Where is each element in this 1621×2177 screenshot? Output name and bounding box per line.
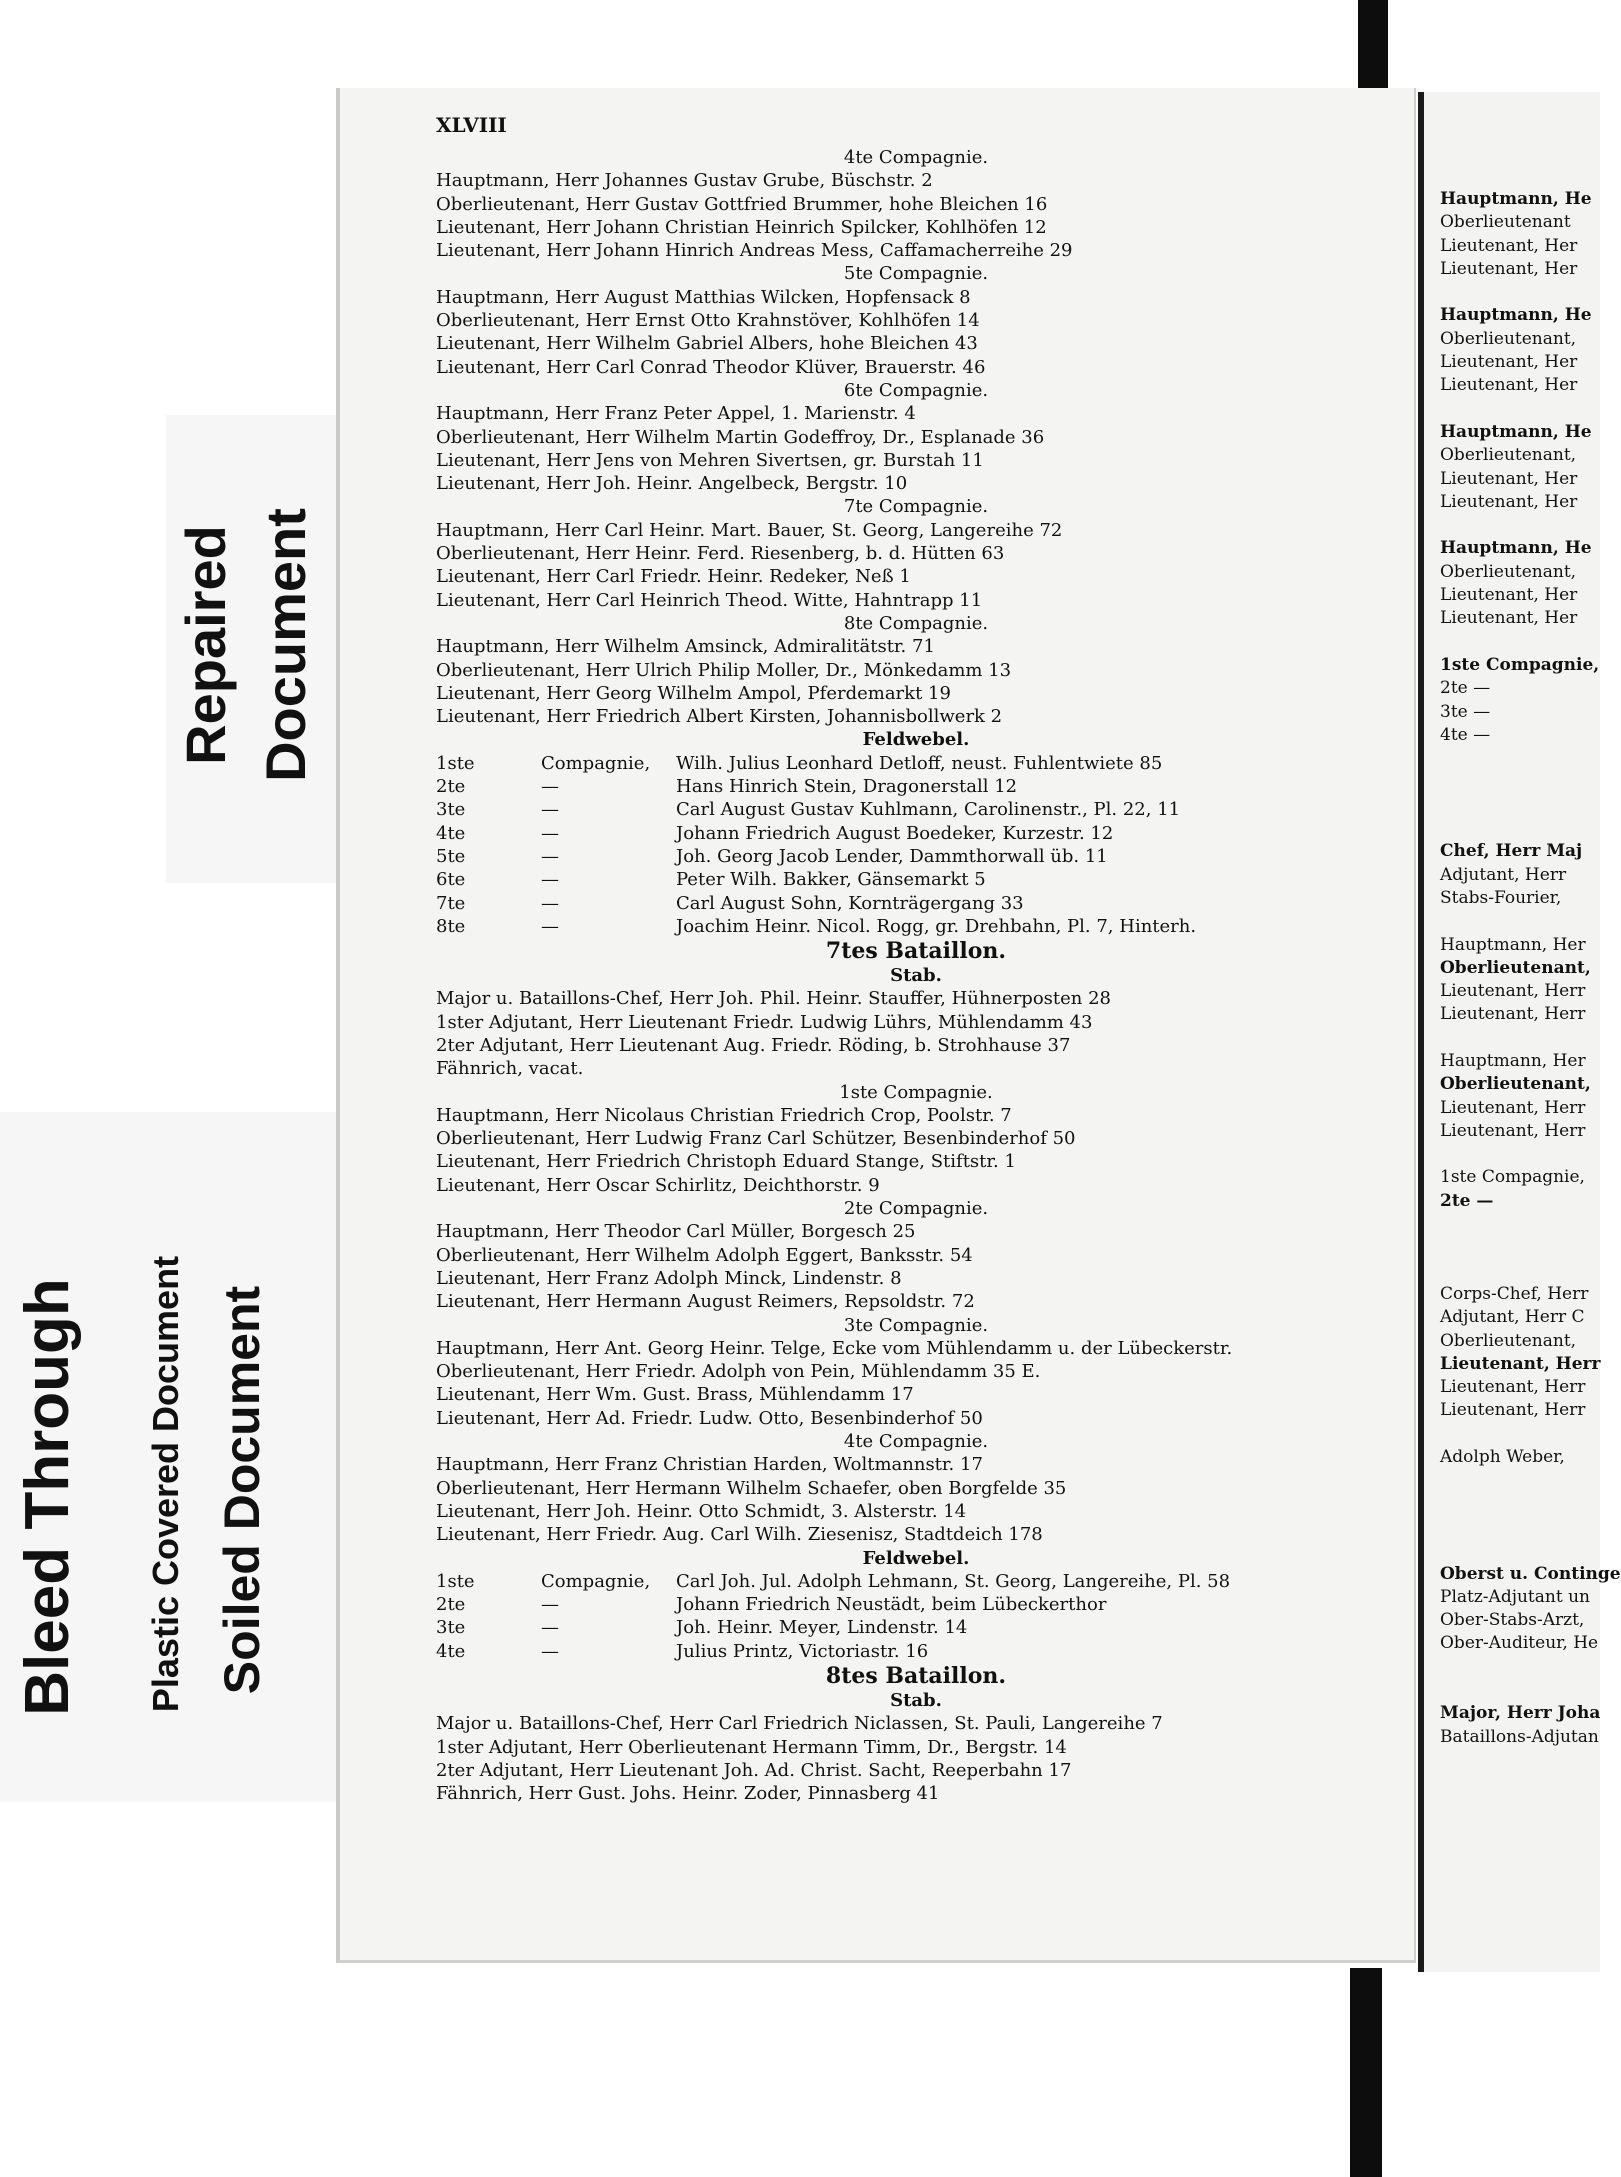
entry-line: Lieutenant, Herr Friedr. Aug. Carl Wilh. Ziesenisz, Stadtdeich 178 bbox=[436, 1524, 1043, 1546]
entry-line: 1ster Adjutant, Herr Lieutenant Friedr. Ludwig Lührs, Mühlendamm 43 bbox=[436, 1011, 1093, 1033]
company-heading: 6te Compagnie. bbox=[843, 379, 989, 401]
entry-line: Fähnrich, Herr Gust. Johs. Heinr. Zoder, Pinnasberg 41 bbox=[436, 1783, 940, 1805]
feldwebel-c3: Joh. Georg Jacob Lender, Dammthorwall üb. 11 bbox=[676, 845, 1108, 867]
adjacent-entry-line: Oberst u. Continge bbox=[1440, 1563, 1621, 1584]
adjacent-entry-line: Lieutenant, Herr bbox=[1440, 981, 1586, 1002]
entry-line: Oberlieutenant, Herr Ulrich Philip Moller, Dr., Mönkedamm 13 bbox=[436, 659, 1012, 681]
entry-line: Lieutenant, Herr Hermann August Reimers, Repsoldstr. 72 bbox=[436, 1291, 975, 1313]
feldwebel-c1: 2te bbox=[436, 776, 466, 798]
adjacent-entry-line: Lieutenant, Herr bbox=[1440, 1097, 1586, 1118]
entry-line: Hauptmann, Herr Nicolaus Christian Friedrich Crop, Poolstr. 7 bbox=[436, 1104, 1012, 1126]
company-heading: 2te Compagnie. bbox=[843, 1198, 989, 1220]
adjacent-entry-line: Lieutenant, Herr bbox=[1440, 1120, 1586, 1141]
feldwebel-c1: 4te bbox=[436, 1640, 466, 1662]
entry-line: Hauptmann, Herr Ant. Georg Heinr. Telge, Ecke vom Mühlendamm u. der Lübeckerstr. bbox=[436, 1337, 1233, 1359]
entry-line: Lieutenant, Herr Wm. Gust. Brass, Mühlendamm 17 bbox=[436, 1384, 914, 1406]
feldwebel-c3: Carl August Gustav Kuhlmann, Carolinenstr., Pl. 22, 11 bbox=[676, 799, 1181, 821]
section-heading: Feldwebel. bbox=[862, 729, 970, 751]
feldwebel-c3: Johann Friedrich Neustädt, beim Lübeckerthor bbox=[676, 1594, 1107, 1616]
page-number: XLVIII bbox=[436, 113, 507, 137]
feldwebel-c1: 3te bbox=[436, 1617, 466, 1639]
plastic-covered-label: Plastic Covered Document bbox=[145, 1255, 186, 1713]
adjacent-entry-line: 1ste Compagnie, bbox=[1440, 654, 1600, 675]
feldwebel-c2: — bbox=[541, 915, 559, 937]
feldwebel-c3: Joh. Heinr. Meyer, Lindenstr. 14 bbox=[676, 1617, 968, 1639]
entry-line: Lieutenant, Herr Ad. Friedr. Ludw. Otto, Besenbinderhof 50 bbox=[436, 1407, 983, 1429]
feldwebel-row bbox=[436, 915, 1396, 938]
company-heading: 7te Compagnie. bbox=[843, 496, 989, 518]
adjacent-entry-line: Hauptmann, He bbox=[1440, 305, 1592, 326]
company-heading: 5te Compagnie. bbox=[843, 263, 989, 285]
company-heading: 1ste Compagnie. bbox=[839, 1081, 993, 1103]
entry-line: Oberlieutenant, Herr Wilhelm Adolph Eggert, Banksstr. 54 bbox=[436, 1244, 973, 1266]
adjacent-entry-line: Oberlieutenant, bbox=[1440, 561, 1577, 582]
scan-edge-bottom-right bbox=[1350, 1968, 1382, 2177]
condition-labels bbox=[0, 1112, 336, 1802]
feldwebel-c2: — bbox=[541, 799, 559, 821]
feldwebel-c1: 5te bbox=[436, 845, 466, 867]
feldwebel-row bbox=[436, 845, 1396, 868]
entry-line: Oberlieutenant, Herr Heinr. Ferd. Riesenberg, b. d. Hütten 63 bbox=[436, 543, 1005, 565]
adjacent-entry-line: 2te — bbox=[1440, 1190, 1494, 1211]
entry-line: 2ter Adjutant, Herr Lieutenant Aug. Friedr. Röding, b. Strohhause 37 bbox=[436, 1034, 1071, 1056]
adjacent-entry-line: Hauptmann, Her bbox=[1440, 1050, 1586, 1071]
bleed-through-label: Bleed Through bbox=[13, 1278, 82, 1716]
battalion-heading: 8tes Bataillon. bbox=[825, 1663, 1007, 1689]
page-content bbox=[436, 114, 1396, 1805]
feldwebel-c3: Peter Wilh. Bakker, Gänsemarkt 5 bbox=[676, 869, 986, 891]
adjacent-entry-line: Lieutenant, Her bbox=[1440, 585, 1578, 606]
adjacent-entry-line: Lieutenant, Her bbox=[1440, 375, 1578, 396]
adjacent-entry-line: Adjutant, Herr C bbox=[1440, 1307, 1585, 1328]
repaired-document-label bbox=[166, 415, 336, 883]
adjacent-entry-line: Ober-Stabs-Arzt, bbox=[1440, 1610, 1585, 1631]
feldwebel-c3: Julius Printz, Victoriastr. 16 bbox=[676, 1640, 929, 1662]
entry-line: Lieutenant, Herr Joh. Heinr. Otto Schmidt, 3. Alsterstr. 14 bbox=[436, 1500, 967, 1522]
feldwebel-c2: — bbox=[541, 1640, 559, 1662]
entry-line: Hauptmann, Herr Carl Heinr. Mart. Bauer, St. Georg, Langereihe 72 bbox=[436, 519, 1063, 541]
entry-line: Oberlieutenant, Herr Friedr. Adolph von Pein, Mühlendamm 35 E. bbox=[436, 1361, 1041, 1383]
section-heading: Stab. bbox=[890, 965, 942, 987]
feldwebel-row bbox=[436, 1640, 1396, 1663]
entry-line: Hauptmann, Herr August Matthias Wilcken, Hopfensack 8 bbox=[436, 286, 971, 308]
feldwebel-c3: Wilh. Julius Leonhard Detloff, neust. Fuhlentwiete 85 bbox=[676, 752, 1163, 774]
feldwebel-row bbox=[436, 1616, 1396, 1639]
section-heading: Feldwebel. bbox=[862, 1547, 970, 1569]
scan-edge-top-right bbox=[1358, 0, 1388, 92]
feldwebel-c3: Carl Joh. Jul. Adolph Lehmann, St. Georg, Langereihe, Pl. 58 bbox=[676, 1570, 1231, 1592]
adjacent-entry-line: 3te — bbox=[1440, 701, 1491, 722]
feldwebel-c1: 8te bbox=[436, 915, 466, 937]
adjacent-entry-line: Lieutenant, Herr bbox=[1440, 1400, 1586, 1421]
adjacent-entry-line: Bataillons-Adjutan bbox=[1440, 1726, 1599, 1747]
entry-line: Oberlieutenant, Herr Ernst Otto Krahnstöver, Kohlhöfen 14 bbox=[436, 310, 980, 332]
feldwebel-row bbox=[436, 752, 1396, 775]
adjacent-entry-line: Oberlieutenant, bbox=[1440, 328, 1577, 349]
adjacent-entry-line: 4te — bbox=[1440, 724, 1491, 745]
company-heading: 3te Compagnie. bbox=[843, 1314, 989, 1336]
entry-line: Lieutenant, Herr Jens von Mehren Sivertsen, gr. Burstah 11 bbox=[436, 449, 984, 471]
adjacent-entry-line: 2te — bbox=[1440, 678, 1491, 699]
feldwebel-c3: Carl August Sohn, Kornträgergang 33 bbox=[676, 892, 1024, 914]
entry-line: Hauptmann, Herr Franz Peter Appel, 1. Marienstr. 4 bbox=[436, 403, 916, 425]
entry-line: Hauptmann, Herr Johannes Gustav Grube, Büschstr. 2 bbox=[436, 170, 933, 192]
entry-line: Lieutenant, Herr Franz Adolph Minck, Lindenstr. 8 bbox=[436, 1267, 902, 1289]
feldwebel-c3: Johann Friedrich August Boedeker, Kurzestr. 12 bbox=[676, 822, 1114, 844]
adjacent-entry-line: Hauptmann, He bbox=[1440, 189, 1592, 209]
company-heading: 8te Compagnie. bbox=[843, 612, 989, 634]
adjacent-entry-line: Oberlieutenant, bbox=[1440, 957, 1591, 978]
entry-line: Hauptmann, Herr Theodor Carl Müller, Borgesch 25 bbox=[436, 1221, 916, 1243]
feldwebel-c3: Joachim Heinr. Nicol. Rogg, gr. Drehbahn, Pl. 7, Hinterh. bbox=[676, 915, 1197, 937]
entry-line: Hauptmann, Herr Wilhelm Amsinck, Admiralitätstr. 71 bbox=[436, 636, 935, 658]
adjacent-entry-line: Hauptmann, He bbox=[1440, 421, 1592, 442]
adjacent-entry-line: Stabs-Fourier, bbox=[1440, 887, 1562, 908]
entry-line: Major u. Bataillons-Chef, Herr Joh. Phil. Heinr. Stauffer, Hühnerposten 28 bbox=[436, 988, 1111, 1010]
entry-line: 1ster Adjutant, Herr Oberlieutenant Hermann Timm, Dr., Bergstr. 14 bbox=[436, 1736, 1067, 1758]
adjacent-entry-line: Oberlieutenant, bbox=[1440, 1074, 1591, 1095]
feldwebel-c1: 1ste bbox=[436, 752, 475, 774]
entry-line: Oberlieutenant, Herr Gustav Gottfried Brummer, hohe Bleichen 16 bbox=[436, 193, 1048, 215]
feldwebel-row bbox=[436, 775, 1396, 798]
adjacent-entry-line: Hauptmann, Her bbox=[1440, 934, 1586, 955]
entry-line: Lieutenant, Herr Friedrich Christoph Eduard Stange, Stiftstr. 1 bbox=[436, 1151, 1016, 1173]
feldwebel-row bbox=[436, 798, 1396, 821]
feldwebel-c2: Compagnie, bbox=[541, 1570, 651, 1592]
adjacent-entry-line: Lieutenant, Herr bbox=[1440, 1353, 1601, 1374]
entry-line: Major u. Bataillons-Chef, Herr Carl Friedrich Niclassen, St. Pauli, Langereihe 7 bbox=[436, 1713, 1163, 1735]
entry-line: Lieutenant, Herr Johann Christian Heinrich Spilcker, Kohlhöfen 12 bbox=[436, 216, 1047, 238]
repaired-label-line2: Document bbox=[254, 508, 317, 782]
feldwebel-row bbox=[436, 822, 1396, 845]
entry-line: Hauptmann, Herr Franz Christian Harden, Woltmannstr. 17 bbox=[436, 1454, 983, 1476]
entry-line: Lieutenant, Herr Carl Heinrich Theod. Witte, Hahntrapp 11 bbox=[436, 589, 983, 611]
feldwebel-c2: — bbox=[541, 1617, 559, 1639]
adjacent-entry-line: Lieutenant, Her bbox=[1440, 235, 1578, 256]
entry-line: Lieutenant, Herr Friedrich Albert Kirsten, Johannisbollwerk 2 bbox=[436, 706, 1003, 728]
feldwebel-c1: 3te bbox=[436, 799, 466, 821]
feldwebel-c2: Compagnie, bbox=[541, 752, 651, 774]
feldwebel-c2: — bbox=[541, 776, 559, 798]
adjacent-entry-line: Platz-Adjutant un bbox=[1440, 1586, 1590, 1607]
adjacent-entry-line: Lieutenant, Her bbox=[1440, 258, 1578, 279]
entry-line: Lieutenant, Herr Carl Conrad Theodor Klüver, Brauerstr. 46 bbox=[436, 356, 986, 378]
section-heading: Stab. bbox=[890, 1690, 942, 1711]
adjacent-entry-line: Hauptmann, He bbox=[1440, 538, 1592, 559]
adjacent-entry-line: Ober-Auditeur, He bbox=[1440, 1633, 1599, 1654]
entry-line: 2ter Adjutant, Herr Lieutenant Joh. Ad. Christ. Sacht, Reeperbahn 17 bbox=[436, 1759, 1072, 1781]
adjacent-page bbox=[1418, 92, 1621, 1972]
feldwebel-c1: 1ste bbox=[436, 1570, 475, 1592]
entry-line: Lieutenant, Herr Carl Friedr. Heinr. Redeker, Neß 1 bbox=[436, 566, 911, 588]
entry-line: Lieutenant, Herr Joh. Heinr. Angelbeck, Bergstr. 10 bbox=[436, 473, 908, 495]
feldwebel-c2: — bbox=[541, 845, 559, 867]
entry-line: Lieutenant, Herr Georg Wilhelm Ampol, Pferdemarkt 19 bbox=[436, 682, 951, 704]
adjacent-entry-line: Corps-Chef, Herr bbox=[1440, 1283, 1589, 1304]
entry-line: Lieutenant, Herr Johann Hinrich Andreas Mess, Caffamacherreihe 29 bbox=[436, 240, 1073, 262]
adjacent-entry-line: Lieutenant, Her bbox=[1440, 352, 1578, 373]
entry-line: Lieutenant, Herr Wilhelm Gabriel Albers, hohe Bleichen 43 bbox=[436, 333, 978, 355]
adjacent-entry-line: 1ste Compagnie, bbox=[1440, 1167, 1585, 1188]
adjacent-entry-line: Lieutenant, Her bbox=[1440, 468, 1578, 489]
document-page bbox=[336, 88, 1416, 1963]
feldwebel-row bbox=[436, 1593, 1396, 1616]
battalion-heading: 7tes Bataillon. bbox=[825, 938, 1007, 965]
adjacent-entry-line: Lieutenant, Herr bbox=[1440, 1377, 1586, 1398]
adjacent-entry-line: Lieutenant, Her bbox=[1440, 491, 1578, 512]
entry-line: Oberlieutenant, Herr Wilhelm Martin Godeffroy, Dr., Esplanade 36 bbox=[436, 426, 1045, 448]
entry-line: Fähnrich, vacat. bbox=[436, 1058, 584, 1080]
adjacent-entry-line: Chef, Herr Maj bbox=[1440, 841, 1583, 862]
feldwebel-row bbox=[436, 892, 1396, 915]
feldwebel-c1: 7te bbox=[436, 892, 466, 914]
adjacent-page-lines bbox=[1440, 188, 1621, 1749]
feldwebel-c1: 6te bbox=[436, 869, 466, 891]
feldwebel-c1: 4te bbox=[436, 822, 466, 844]
entry-line: Lieutenant, Herr Oscar Schirlitz, Deichthorstr. 9 bbox=[436, 1174, 880, 1196]
entry-line: Oberlieutenant, Herr Hermann Wilhelm Schaefer, oben Borgfelde 35 bbox=[436, 1477, 1067, 1499]
repaired-label-line1: Repaired bbox=[174, 525, 237, 765]
entry-line: Oberlieutenant, Herr Ludwig Franz Carl Schützer, Besenbinderhof 50 bbox=[436, 1128, 1076, 1150]
soiled-document-label: Soiled Document bbox=[214, 1285, 270, 1695]
feldwebel-c2: — bbox=[541, 1594, 559, 1616]
feldwebel-c2: — bbox=[541, 869, 559, 891]
feldwebel-c2: — bbox=[541, 822, 559, 844]
adjacent-entry-line: Lieutenant, Herr bbox=[1440, 1004, 1586, 1025]
adjacent-entry-line: Lieutenant, Her bbox=[1440, 608, 1578, 629]
adjacent-entry-line: Oberlieutenant, bbox=[1440, 445, 1577, 466]
feldwebel-row bbox=[436, 868, 1396, 891]
adjacent-entry-line: Adolph Weber, bbox=[1440, 1447, 1565, 1468]
feldwebel-row bbox=[436, 1570, 1396, 1593]
feldwebel-c2: — bbox=[541, 892, 559, 914]
feldwebel-c3: Hans Hinrich Stein, Dragonerstall 12 bbox=[676, 776, 1018, 798]
company-heading: 4te Compagnie. bbox=[843, 1431, 989, 1453]
company-heading: 4te Compagnie. bbox=[843, 147, 989, 168]
page-lines bbox=[436, 146, 1396, 1805]
adjacent-entry-line: Oberlieutenant bbox=[1440, 212, 1571, 233]
feldwebel-c1: 2te bbox=[436, 1594, 466, 1616]
adjacent-entry-line: Adjutant, Herr bbox=[1440, 864, 1567, 885]
adjacent-entry-line: Oberlieutenant, bbox=[1440, 1330, 1577, 1351]
adjacent-entry-line: Major, Herr Joha bbox=[1440, 1703, 1601, 1724]
